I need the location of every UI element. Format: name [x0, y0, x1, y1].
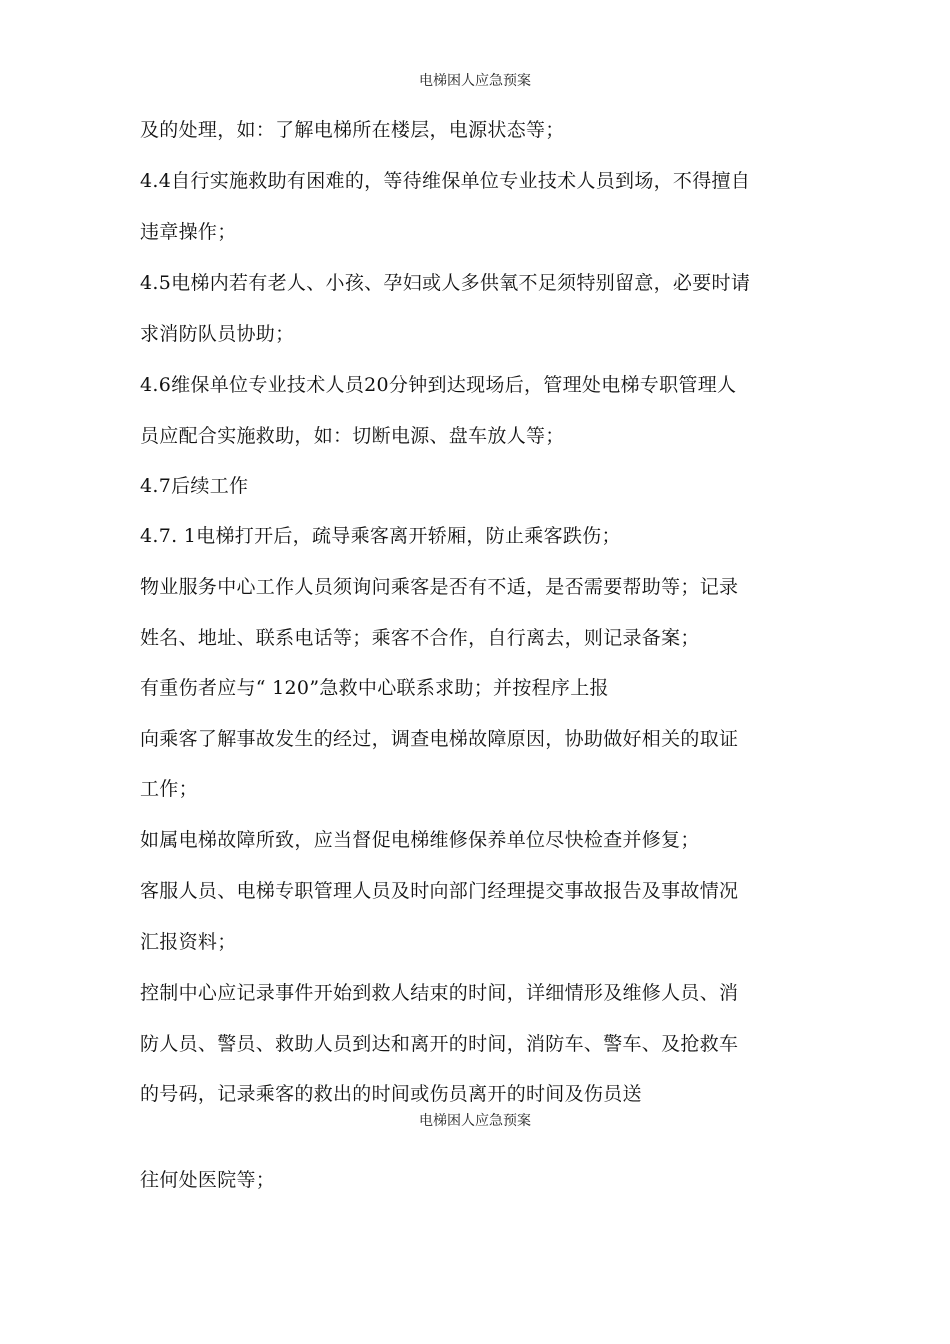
body-line: 姓名、地址、联系电话等；乘客不合作，自行离去，则记录备案； — [140, 627, 700, 649]
body-line: 4.6维保单位专业技术人员20分钟到达现场后，管理处电梯专职管理人 — [140, 374, 737, 396]
body-line: 工作； — [140, 778, 198, 800]
body-line: 4.7. 1电梯打开后，疏导乘客离开轿厢，防止乘客跌伤； — [140, 525, 621, 547]
body-line: 求消防队员协助； — [140, 323, 295, 345]
body-line: 4.4自行实施救助有困难的，等待维保单位专业技术人员到场，不得擅自 — [140, 170, 751, 192]
body-line: 客服人员、电梯专职管理人员及时向部门经理提交事故报告及事故情况 — [140, 880, 739, 902]
body-line: 员应配合实施救助，如：切断电源、盘车放人等； — [140, 425, 565, 447]
body-line: 及的处理，如：了解电梯所在楼层，电源状态等； — [140, 119, 565, 141]
body-line: 物业服务中心工作人员须询问乘客是否有不适，是否需要帮助等；记录 — [140, 576, 739, 598]
page-header: 电梯困人应急预案 — [419, 73, 531, 89]
body-line: 往何处医院等； — [140, 1169, 276, 1191]
page-header-2: 电梯困人应急预案 — [419, 1113, 531, 1129]
body-line: 4.7后续工作 — [140, 475, 249, 497]
body-line: 控制中心应记录事件开始到救人结束的时间，详细情形及维修人员、消 — [140, 982, 739, 1004]
body-line: 违章操作； — [140, 221, 237, 243]
body-line: 向乘客了解事故发生的经过，调查电梯故障原因，协助做好相关的取证 — [140, 728, 739, 750]
body-line: 如属电梯故障所致，应当督促电梯维修保养单位尽快检查并修复； — [140, 829, 700, 851]
body-line: 汇报资料； — [140, 931, 237, 953]
body-line: 的号码，记录乘客的救出的时间或伤员离开的时间及伤员送 — [140, 1083, 642, 1105]
body-line: 4.5电梯内若有老人、小孩、孕妇或人多供氧不足须特别留意，必要时请 — [140, 272, 751, 294]
body-line: 防人员、警员、救助人员到达和离开的时间，消防车、警车、及抢救车 — [140, 1033, 739, 1055]
body-line: 有重伤者应与“ 120”急救中心联系求助；并按程序上报 — [140, 677, 609, 699]
